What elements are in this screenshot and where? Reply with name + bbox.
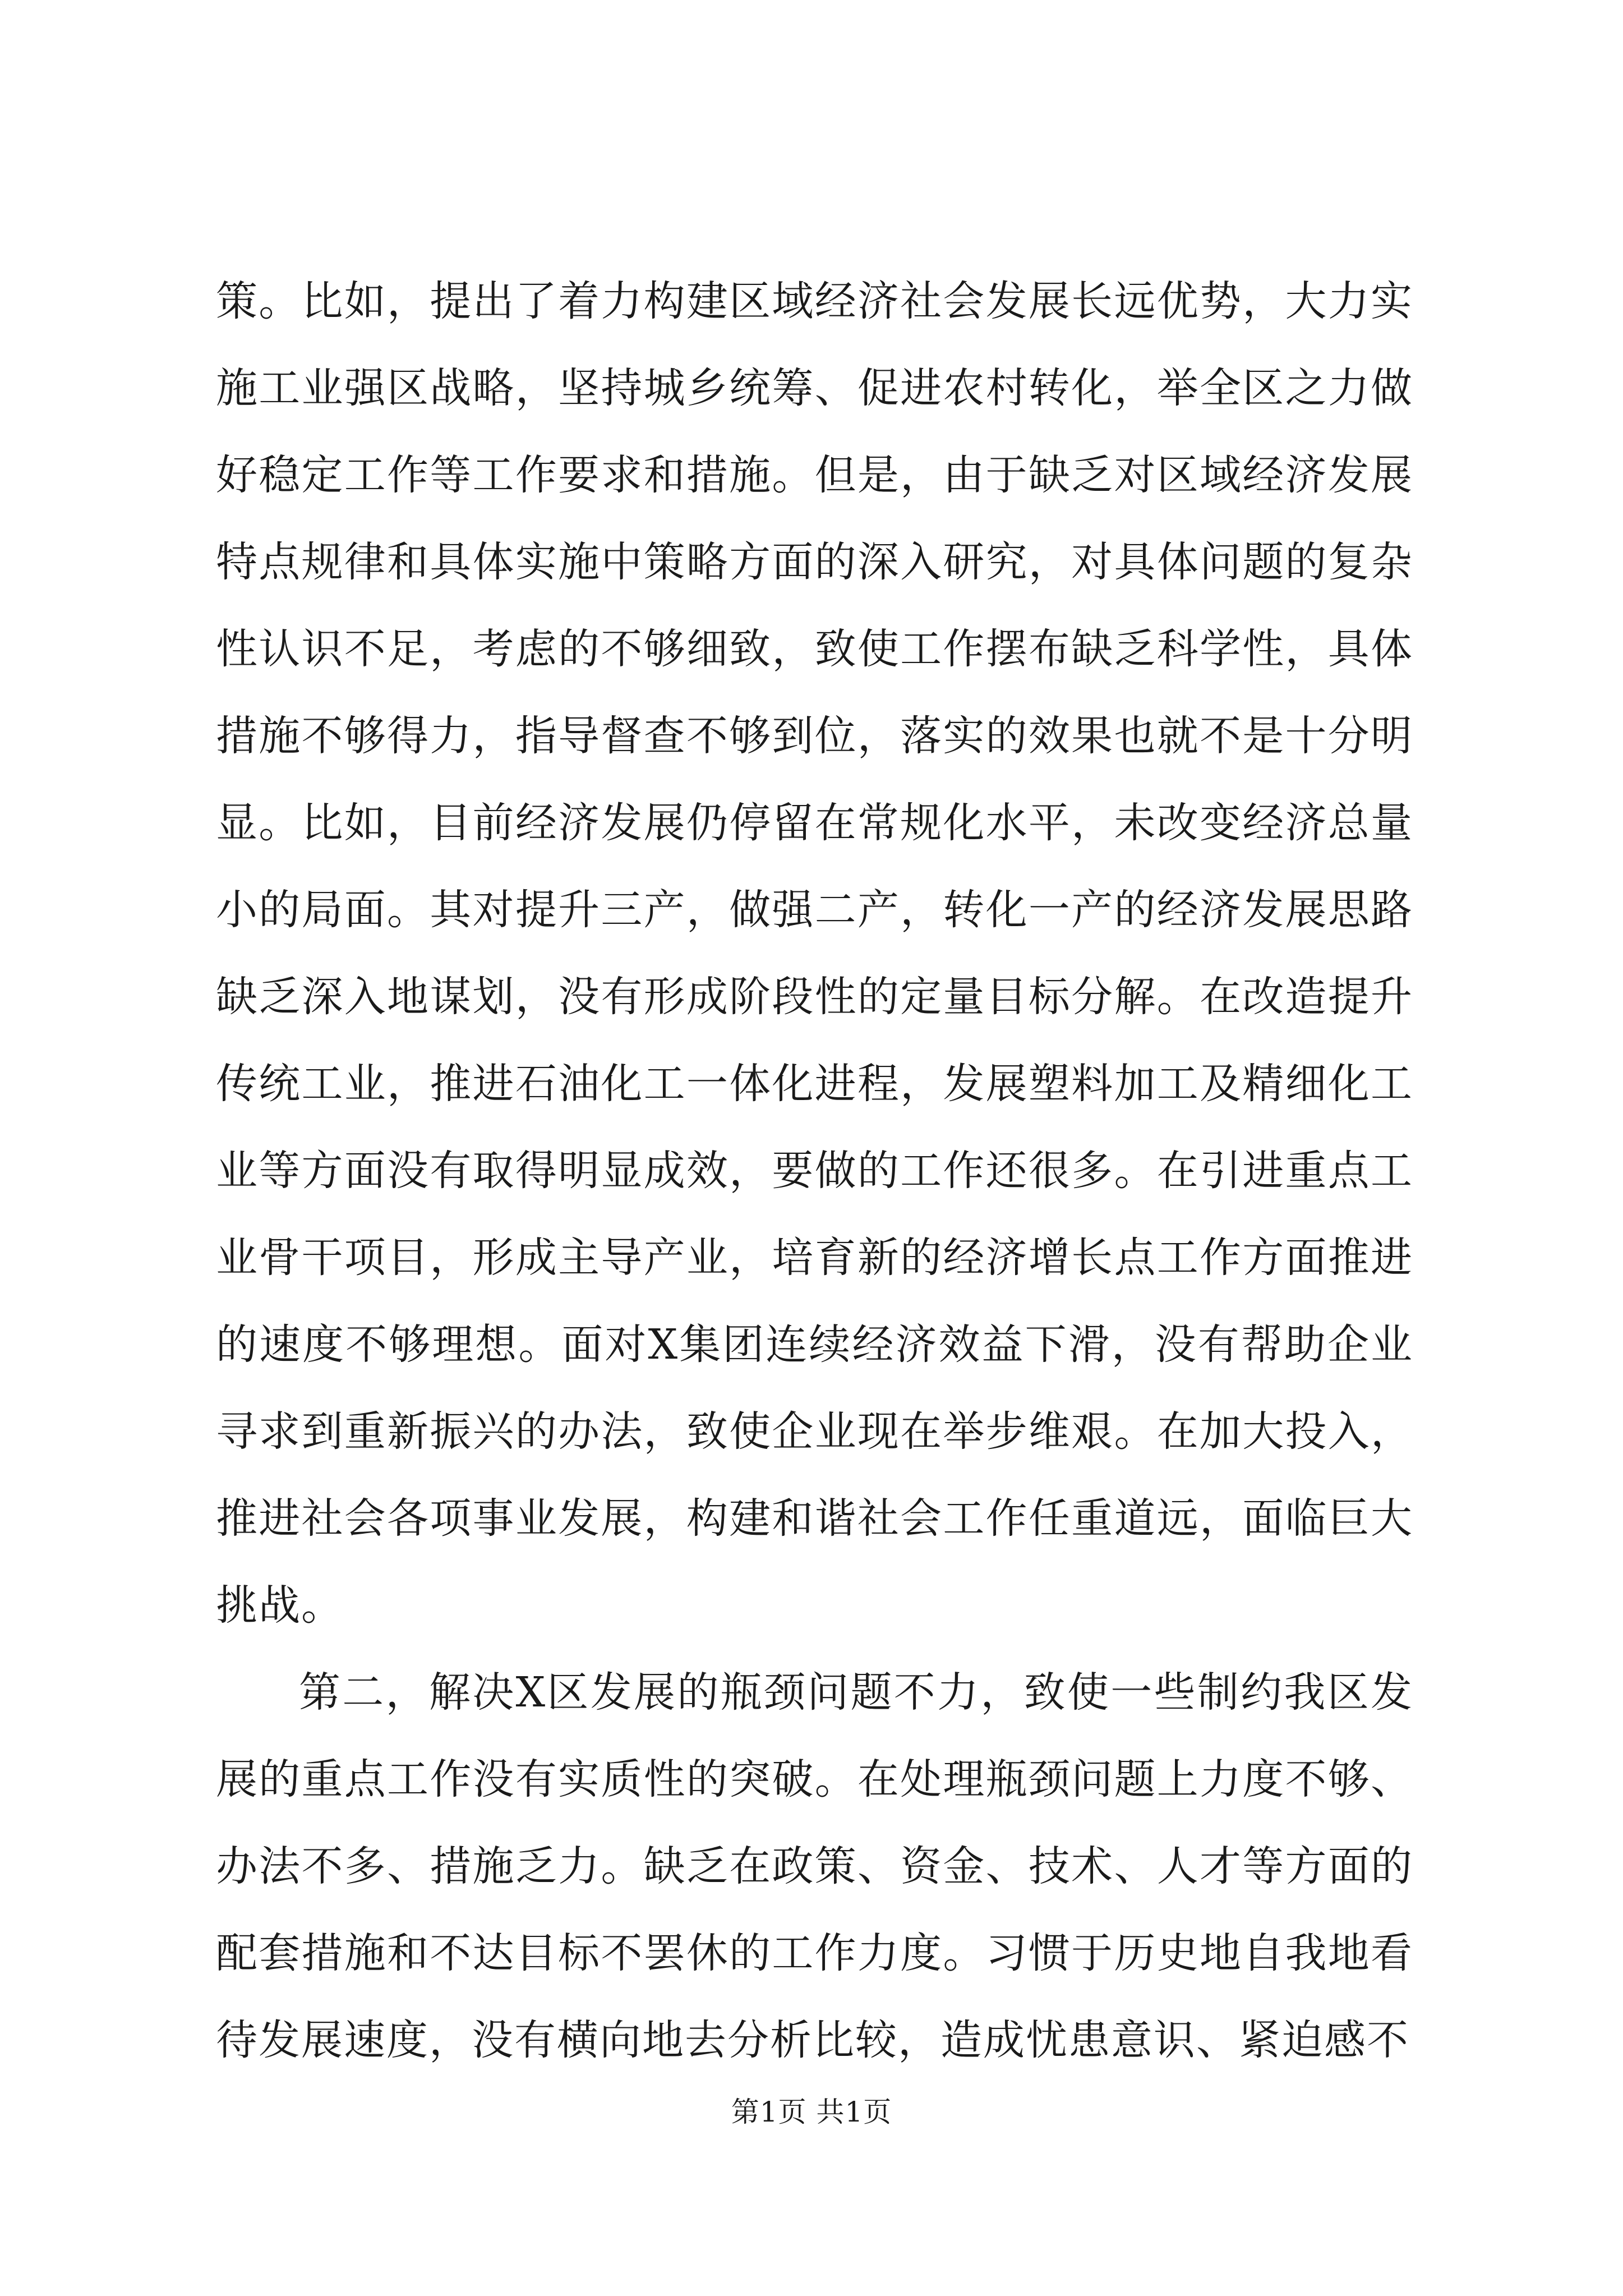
document-body: [216, 258, 1413, 2084]
paragraph-second-point: 第二，解决X区发展的瓶颈问题不力，致使一些制约我区发展的重点工作没有实质性的突破。在处理瓶颈问题上力度不够、办法不多、措施乏力。缺乏在政策、资金、技术、人才等方面的配套措施和不达目标不罢休的工作力度。习惯于历史地自我地看待发展速度，没有横向地去分析比较，造成忧患意识、紧迫感不: [216, 1668, 1413, 2064]
paragraph-continuation: 策。比如，提出了着力构建区域经济社会发展长远优势，大力实施工业强区战略，坚持城乡统筹、促进农村转化，举全区之力做好稳定工作等工作要求和措施。但是，由于缺乏对区域经济发展特点规律和具体实施中策略方面的深入研究，对具体问题的复杂性认识不足，考虑的不够细致，致使工作摆布缺乏科学性，具体措施不够得力，指导督查不够到位，落实的效果也就不是十分明显。比如，目前经济发展仍停留在常规化水平，未改变经济总量小的局面。其对提升三产，做强二产，转化一产的经济发展思路缺乏深入地谋划，没有形成阶段性的定量目标分解。在改造提升传统工业，推进石油化工一体化进程，发展塑料加工及精细化工业等方面没有取得明显成效，要做的工作还很多。在引进重点工业骨干项目，形成主导产业，培育新的经济增长点工作方面推进的速度不够理想。面对X集团连续经济效益下滑，没有帮助企业寻求到重新振兴的办法，致使企业现在举步维艰。在加大投入，推进社会各项事业发展，构建和谐社会工作任重道远，面临巨大挑战。: [216, 277, 1413, 1630]
page-footer: 第1页 共1页: [731, 2096, 892, 2128]
